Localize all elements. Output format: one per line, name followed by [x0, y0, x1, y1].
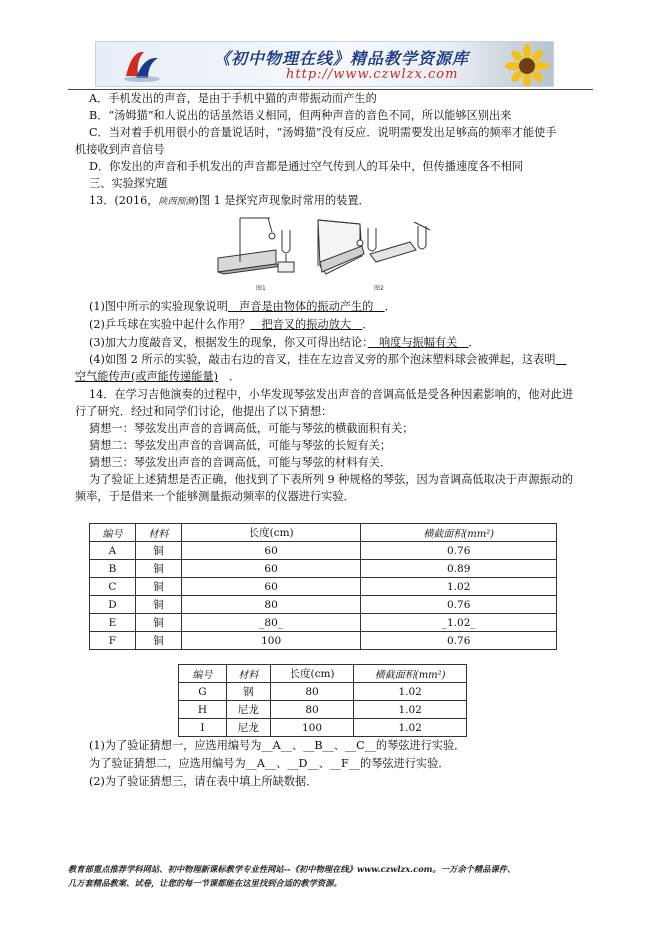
cell-length: 100 [270, 719, 354, 737]
guess-1: 猜想一：琴弦发出声音的音调高低，可能与琴弦的横截面积有关； [89, 422, 414, 435]
q13-1-answer: 声音是由物体的振动产生的 [227, 300, 385, 313]
cell-length: 80 [181, 596, 361, 614]
header-rule [68, 89, 593, 90]
answer-2 [89, 756, 449, 771]
col-area: 横截面积(mm²) [354, 665, 467, 683]
table-row [90, 596, 557, 614]
sunflower-icon [505, 44, 549, 87]
guess-2: 猜想二：琴弦发出声音的音调高低，可能与琴弦的长短有关； [89, 439, 392, 452]
option-b: B．“汤姆猫”和人说出的话虽然语义相同，但两种声音的音色不同，所以能够区别出来 [89, 109, 512, 122]
table-row [90, 542, 557, 560]
cell-area: 0.89 [361, 560, 557, 578]
answer-1-end: 的琴弦进行实验． [375, 739, 466, 752]
table-row [179, 719, 467, 737]
cell-id: D [90, 596, 136, 614]
q13-3-answer: 响度与振幅有关 [367, 336, 469, 349]
q13-part2 [89, 317, 373, 332]
cell-material: 铜 [135, 578, 181, 596]
q13-part4 [89, 352, 567, 367]
fig1-caption: 图1 [256, 285, 266, 292]
q13-source: 陕西预测 [158, 197, 195, 207]
q13-2-answer: 把音叉的振动放大 [250, 318, 363, 331]
q13-2-text: (2)乒乓球在实验中起什么作用？ [89, 318, 251, 331]
cell-material: 铜 [135, 614, 181, 632]
table-row [90, 578, 557, 596]
answer-3: (2)为了验证猜想三，请在表中填上所缺数据． [89, 775, 318, 788]
cell-length: 60 [181, 542, 361, 560]
verify-text: 为了验证上述猜想是否正确，他找到了下表所列 9 种规格的琴弦，因为音调高低取决于声源振动的 [89, 473, 574, 486]
cell-area: 0.76 [361, 596, 557, 614]
table-header-row [179, 665, 467, 683]
banner-url: http://www.czwlzx.com [286, 67, 459, 82]
q13-4-text: (4)如图 2 所示的实验，敲击右边的音叉，挂在左边音叉旁的那个泡沫塑料球会被弹起，这表明 [89, 353, 556, 366]
cell-id: F [90, 632, 136, 650]
col-length: 长度(cm) [270, 665, 354, 683]
strings-table-1 [89, 523, 557, 650]
cell-id: G [179, 683, 227, 701]
cell-material: 尼龙 [226, 701, 270, 719]
cell-area: 0.76 [361, 542, 557, 560]
cell-length: _80_ [181, 614, 361, 632]
cell-area: 0.76 [361, 632, 557, 650]
cell-material: 铜 [135, 542, 181, 560]
q13-part3 [89, 335, 480, 350]
cell-material: 铜 [135, 560, 181, 578]
cell-id: A [90, 542, 136, 560]
q13-1-end: ． [384, 300, 396, 313]
cell-id: C [90, 578, 136, 596]
q13-4-blank [555, 353, 566, 366]
cell-material: 尼龙 [226, 719, 270, 737]
option-d: D．你发出的声音和手机发出的声音都是通过空气传到人的耳朵中，但传播速度各不相同 [89, 160, 524, 173]
answer-2-end: 的琴弦进行实验． [359, 757, 450, 770]
cell-material: 钢 [226, 683, 270, 701]
q13-part4-cont [75, 369, 240, 384]
q13-text: )图 1 是探究声现象时常用的装置． [194, 194, 370, 207]
cell-length: 60 [181, 578, 361, 596]
cell-id: B [90, 560, 136, 578]
table-row [90, 560, 557, 578]
cell-area: 1.02 [354, 683, 467, 701]
cell-id: I [179, 719, 227, 737]
footer-line-2: 几万套精品教案、试卷，让您的每一节课都能在这里找到合适的教学资源。 [68, 878, 342, 888]
answer-1-text: (1)为了验证猜想一，应选用编号为 [89, 739, 262, 752]
table-row [179, 701, 467, 719]
q13-2-end: ． [362, 318, 374, 331]
q13-3-end: ． [468, 336, 480, 349]
col-material: 材料 [135, 524, 181, 542]
q13-1-text: (1)图中所示的实验现象说明 [89, 300, 228, 313]
option-a: A．手机发出的声音，是由于手机中猫的声带振动而产生的 [89, 92, 377, 105]
cell-area: 1.02 [361, 578, 557, 596]
table-row [90, 632, 557, 650]
cell-length: 100 [181, 632, 361, 650]
q13-prefix: 13．(2016， [89, 194, 159, 207]
question-13 [89, 193, 370, 210]
header-banner [95, 41, 554, 87]
table-row [179, 683, 467, 701]
col-id: 编号 [90, 524, 136, 542]
q13-4-end: ． [217, 370, 241, 383]
cell-area: 1.02 [354, 719, 467, 737]
cell-id: H [179, 701, 227, 719]
col-id: 编号 [179, 665, 227, 683]
question-14: 14．在学习吉他演奏的过程中，小华发现琴弦发出声音的音调高低是受各种因素影响的，他对此进 [89, 388, 574, 401]
experiment-figure [210, 210, 450, 296]
section-heading: 三、实验探究题 [89, 177, 168, 190]
col-length: 长度(cm) [181, 524, 361, 542]
q13-3-text: (3)加大力度敲音叉，根据发生的现象，你又可得出结论： [89, 336, 368, 349]
table-row [90, 614, 557, 632]
cell-area: 1.02 [354, 701, 467, 719]
site-logo-icon [122, 46, 162, 84]
verify-text-cont: 频率，于是借来一个能够测量振动频率的仪器进行实验． [75, 490, 355, 503]
cell-material: 铜 [135, 632, 181, 650]
cell-material: 铜 [135, 596, 181, 614]
cell-id: E [90, 614, 136, 632]
answer-1 [89, 738, 465, 753]
col-material: 材料 [226, 665, 270, 683]
cell-length: 80 [270, 701, 354, 719]
guess-3: 猜想三：琴弦发出声音的音调高低，可能与琴弦的材料有关． [89, 456, 392, 469]
answer-2-value: __A__、__D__、__F__ [245, 757, 360, 770]
q13-4-answer: 空气能传声(或声能传递能量) [75, 370, 218, 383]
cell-length: 60 [181, 560, 361, 578]
answer-1-value: __A__、__B__、__C__ [261, 739, 376, 752]
option-c: C．当对着手机用很小的音量说话时，“汤姆猫”没有反应．说明需要发出足够高的频率才能使手 [89, 126, 557, 139]
banner-title: 《初中物理在线》精品教学资源库 [214, 49, 470, 68]
cell-length: 80 [270, 683, 354, 701]
question-14-cont: 行了研究．经过和同学们讨论，他提出了以下猜想： [75, 405, 333, 418]
fig2-caption: 图2 [374, 285, 384, 292]
table-header-row [90, 524, 557, 542]
answer-2-text: 为了验证猜想二，应选用编号为 [89, 757, 246, 770]
strings-table-2 [178, 664, 467, 737]
footer-line-1: 教育部重点推荐学科网站、初中物理新课标教学专业性网站--《初中物理在线》www.czwlzx.com。一万余个精品课件、 [68, 864, 516, 874]
col-area: 横截面积(mm²) [361, 524, 557, 542]
cell-area: _1.02_ [361, 614, 557, 632]
q13-part1 [89, 299, 396, 314]
option-c-cont: 机接收到声音信号 [75, 143, 165, 156]
